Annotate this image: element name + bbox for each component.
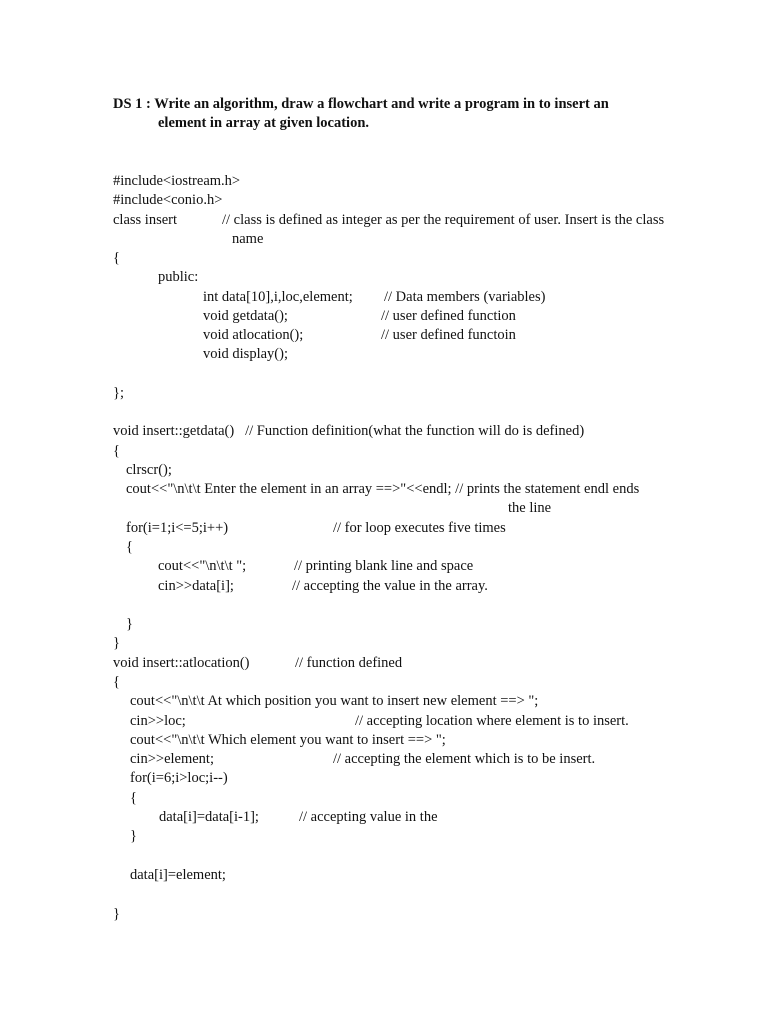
code-line-getdata-def: void insert::getdata() // Function definition(what the function will do is defined) — [113, 423, 585, 439]
code-comment-cin-data: // accepting the value in the array. — [292, 578, 488, 594]
title-line-1: DS 1 : Write an algorithm, draw a flowchart and write a program in to insert an — [113, 96, 609, 112]
code-comment-atlocation-decl: // user defined functoin — [381, 327, 516, 343]
code-comment-for-loop: // for loop executes five times — [333, 520, 506, 536]
code-line-display-decl: void display(); — [203, 346, 288, 362]
code-line-cout-pos: cout<<"\n\t\t At which position you want to insert new element ==> "; — [130, 693, 539, 709]
code-line-brace-close: } — [126, 616, 133, 632]
code-line-atlocation-decl: void atlocation(); — [203, 327, 304, 343]
code-line-brace-open: { — [113, 674, 120, 690]
code-line-brace-close: } — [130, 828, 137, 844]
code-line-shift: data[i]=data[i-1]; — [159, 809, 259, 825]
code-line-members: int data[10],i,loc,element; — [203, 289, 353, 305]
code-line-getdata-decl: void getdata(); — [203, 308, 288, 324]
code-line-include-conio: #include<conio.h> — [113, 192, 223, 208]
code-line-brace-open: { — [130, 790, 137, 806]
code-line-assign: data[i]=element; — [130, 867, 226, 883]
code-comment-getdata-decl: // user defined function — [381, 308, 516, 324]
title-line-2: element in array at given location. — [158, 115, 370, 131]
code-line-for-loop-2: for(i=6;i>loc;i--) — [130, 770, 228, 786]
code-line-cout-enter: cout<<"\n\t\t Enter the element in an array ==>"<<endl; // prints the statement endl ends — [126, 481, 640, 497]
code-line-for-loop: for(i=1;i<=5;i++) — [126, 520, 229, 536]
code-comment-class-cont: name — [232, 231, 264, 247]
code-line-cin-loc: cin>>loc; — [130, 713, 186, 729]
code-line-cout-blank: cout<<"\n\t\t "; — [158, 558, 247, 574]
code-line-brace-close: } — [113, 906, 120, 922]
code-comment-class: // class is defined as integer as per the requirement of user. Insert is the class — [222, 212, 665, 228]
code-comment-atlocation-def: // function defined — [295, 655, 403, 671]
document-title — [113, 95, 713, 133]
code-line-brace-open: { — [113, 250, 120, 266]
code-line-brace-open: { — [113, 443, 120, 459]
code-line-atlocation-def: void insert::atlocation() — [113, 655, 250, 671]
code-comment-cout-blank: // printing blank line and space — [294, 558, 474, 574]
code-comment-cin-element: // accepting the element which is to be insert. — [333, 751, 596, 767]
code-line-brace-close: } — [113, 635, 120, 651]
code-line-cin-element: cin>>element; — [130, 751, 214, 767]
code-comment-members: // Data members (variables) — [384, 289, 546, 305]
code-line-include-iostream: #include<iostream.h> — [113, 173, 241, 189]
code-comment-cin-loc: // accepting location where element is to insert. — [355, 713, 629, 729]
code-line-class-close: }; — [113, 385, 124, 401]
code-line-class-decl: class insert — [113, 212, 178, 228]
code-line-cin-data: cin>>data[i]; — [158, 578, 234, 594]
code-line-public: public: — [158, 269, 199, 285]
code-line-brace-open: { — [126, 539, 133, 555]
code-comment-cout-enter-cont: the line — [508, 500, 552, 516]
code-line-clrscr: clrscr(); — [126, 462, 172, 478]
code-comment-shift: // accepting value in the — [299, 809, 438, 825]
code-line-cout-which: cout<<"\n\t\t Which element you want to insert ==> "; — [130, 732, 446, 748]
